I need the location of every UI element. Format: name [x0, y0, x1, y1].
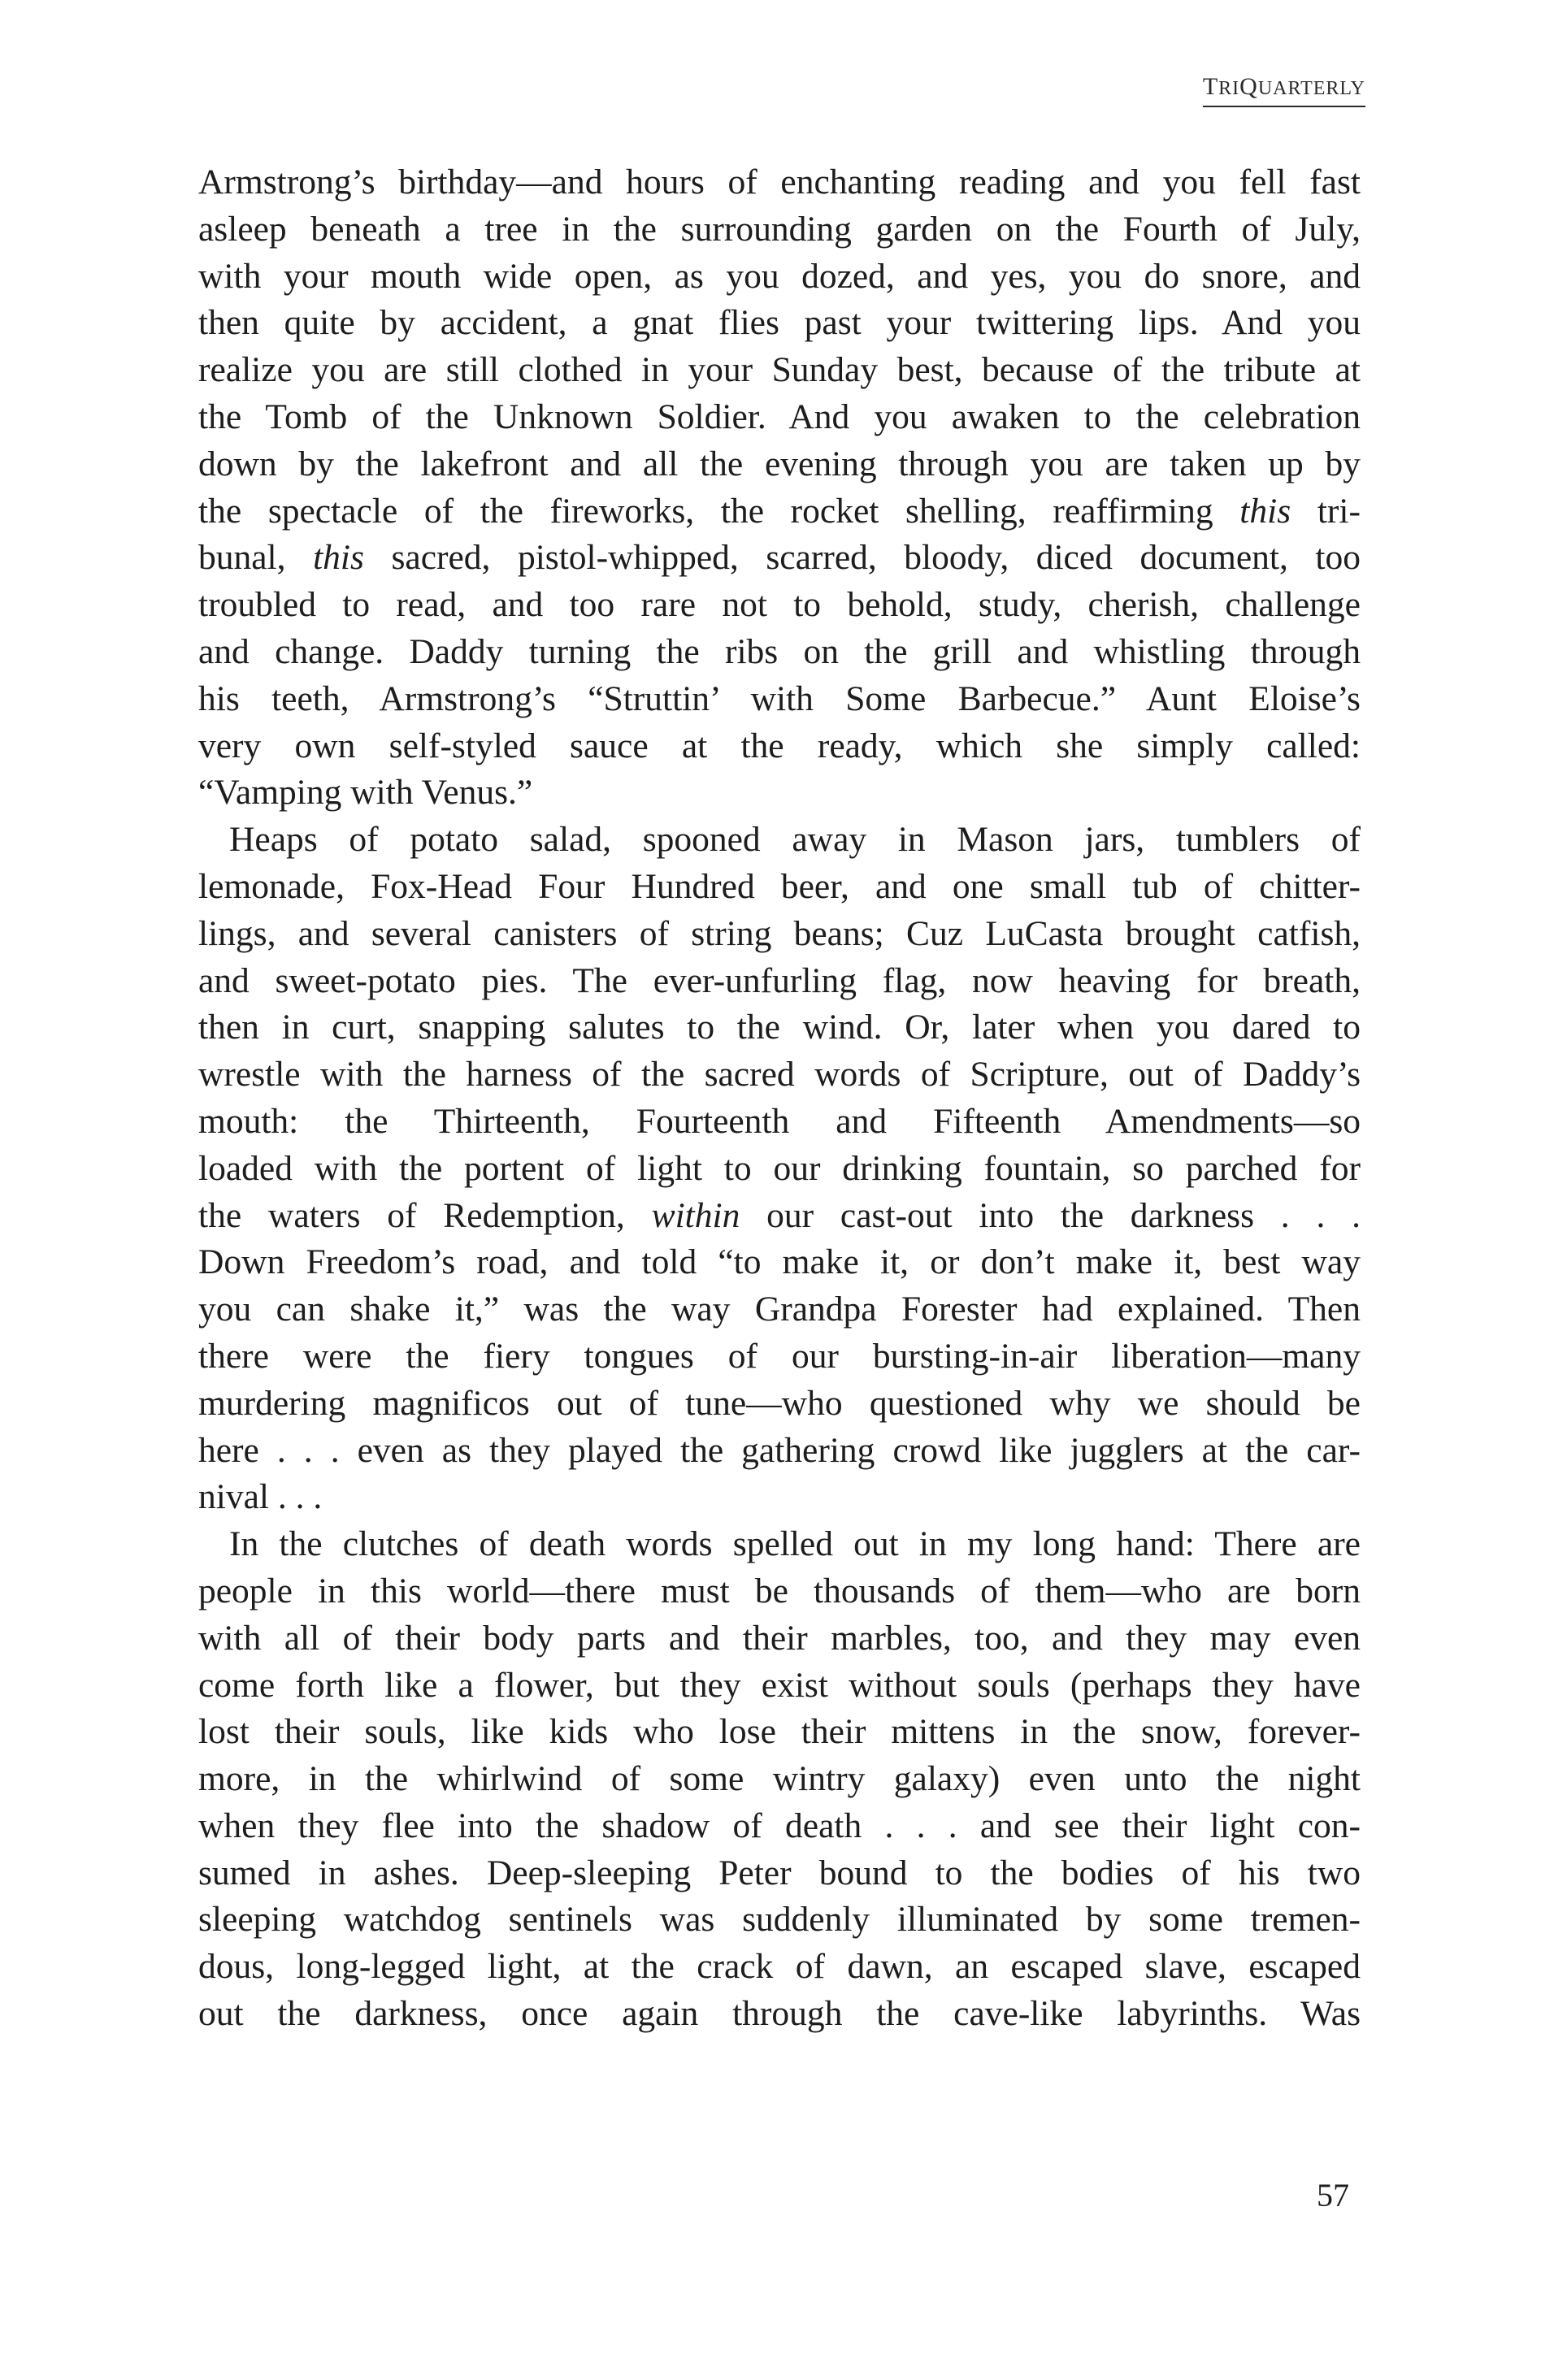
- text-line: when they flee into the shadow of death . . . and see their light con-: [198, 1806, 1361, 1845]
- text-line: with all of their body parts and their marbles, too, and they may even: [198, 1618, 1361, 1658]
- text-line: loaded with the portent of light to our drinking fountain, so parched for: [198, 1148, 1361, 1188]
- text-line: realize you are still clothed in your Sunday best, because of the tribute at: [198, 350, 1361, 390]
- text-run: the waters of Redemption,: [198, 1195, 652, 1235]
- paragraph-first-line: In the clutches of death words spelled out in my long hand: There are: [229, 1524, 1361, 1564]
- text-line: asleep beneath a tree in the surrounding garden on the Fourth of July,: [198, 209, 1361, 249]
- text-line: troubled to read, and too rare not to behold, study, cherish, challenge: [198, 585, 1361, 625]
- text-line: Armstrong’s birthday—and hours of enchanting reading and you fell fast: [198, 163, 1361, 202]
- text-line: wrestle with the harness of the sacred words of Scripture, out of Daddy’s: [198, 1055, 1361, 1095]
- text-line: sleeping watchdog sentinels was suddenly illuminated by some tremen-: [198, 1900, 1361, 1940]
- running-head-small-caps-uarterly: UARTERLY: [1257, 78, 1365, 99]
- text-line: and change. Daddy turning the ribs on the grill and whistling through: [198, 631, 1361, 671]
- italic-emphasis: this: [1239, 491, 1291, 531]
- text-line: come forth like a flower, but they exist without souls (perhaps they have: [198, 1665, 1361, 1705]
- text-line: his teeth, Armstrong’s “Struttin’ with Some Barbecue.” Aunt Eloise’s: [198, 678, 1361, 718]
- text-run: sacred, pistol-whipped, scarred, bloody, diced document, too: [363, 538, 1361, 578]
- text-line: then in curt, snapping salutes to the wind. Or, later when you dared to: [198, 1008, 1361, 1047]
- text-line: dous, long-legged light, at the crack of dawn, an escaped slave, escaped: [198, 1947, 1361, 1987]
- text-line: and sweet-potato pies. The ever-unfurling flag, now heaving for breath,: [198, 960, 1361, 1000]
- text-line: here . . . even as they played the gathering crowd like jugglers at the car-: [198, 1430, 1361, 1470]
- text-line: Down Freedom’s road, and told “to make it, or don’t make it, best way: [198, 1242, 1361, 1282]
- text-line: there were the fiery tongues of our bursting-in-air liberation—many: [198, 1336, 1361, 1376]
- text-run: our cast-out into the darkness . . .: [740, 1195, 1361, 1235]
- page-number: 57: [1317, 2177, 1349, 2213]
- running-head-initial-t: T: [1202, 73, 1219, 100]
- text-line: people in this world—there must be thousands of them—who are born: [198, 1571, 1361, 1611]
- text-line: lemonade, Fox-Head Four Hundred beer, and one small tub of chitter-: [198, 866, 1361, 906]
- text-line: down by the lakefront and all the evening through you are taken up by: [198, 444, 1361, 483]
- text-line: lings, and several canisters of string beans; Cuz LuCasta brought catfish,: [198, 913, 1361, 953]
- paragraph-end-line: nival . . .: [198, 1477, 323, 1517]
- text-run: bunal,: [198, 538, 314, 578]
- paragraph-end-line: “Vamping with Venus.”: [198, 773, 533, 813]
- italic-emphasis: within: [651, 1195, 740, 1235]
- paragraph-first-line: Heaps of potato salad, spooned away in Mason jars, tumblers of: [229, 820, 1361, 860]
- text-line: mouth: the Thirteenth, Fourteenth and Fifteenth Amendments—so: [198, 1101, 1361, 1141]
- text-line: [198, 535, 1361, 582]
- text-line: lost their souls, like kids who lose their mittens in the snow, forever-: [198, 1712, 1361, 1752]
- text-run: tri-: [1291, 491, 1361, 531]
- running-head: [1203, 73, 1365, 107]
- text-run: the spectacle of the fireworks, the rocket shelling, reaffirming: [198, 491, 1240, 531]
- running-head-small-caps-ri: RI: [1218, 78, 1240, 99]
- italic-emphasis: this: [313, 538, 364, 578]
- text-line: [198, 488, 1361, 535]
- text-line: you can shake it,” was the way Grandpa Forester had explained. Then: [198, 1290, 1361, 1329]
- running-head-initial-q: Q: [1239, 73, 1258, 100]
- body-text: [198, 159, 1361, 2038]
- text-line: then quite by accident, a gnat flies past your twittering lips. And you: [198, 303, 1361, 343]
- text-line: sumed in ashes. Deep-sleeping Peter bound to the bodies of his two: [198, 1853, 1361, 1892]
- text-line: the Tomb of the Unknown Soldier. And you awaken to the celebration: [198, 397, 1361, 436]
- text-line: out the darkness, once again through the cave-like labyrinths. Was: [198, 1994, 1361, 2034]
- text-line: more, in the whirlwind of some wintry galaxy) even unto the night: [198, 1759, 1361, 1799]
- text-line: murdering magnificos out of tune—who questioned why we should be: [198, 1383, 1361, 1423]
- text-line: [198, 1193, 1361, 1240]
- text-line: with your mouth wide open, as you dozed, and yes, you do snore, and: [198, 256, 1361, 296]
- text-line: very own self-styled sauce at the ready, which she simply called:: [198, 726, 1361, 765]
